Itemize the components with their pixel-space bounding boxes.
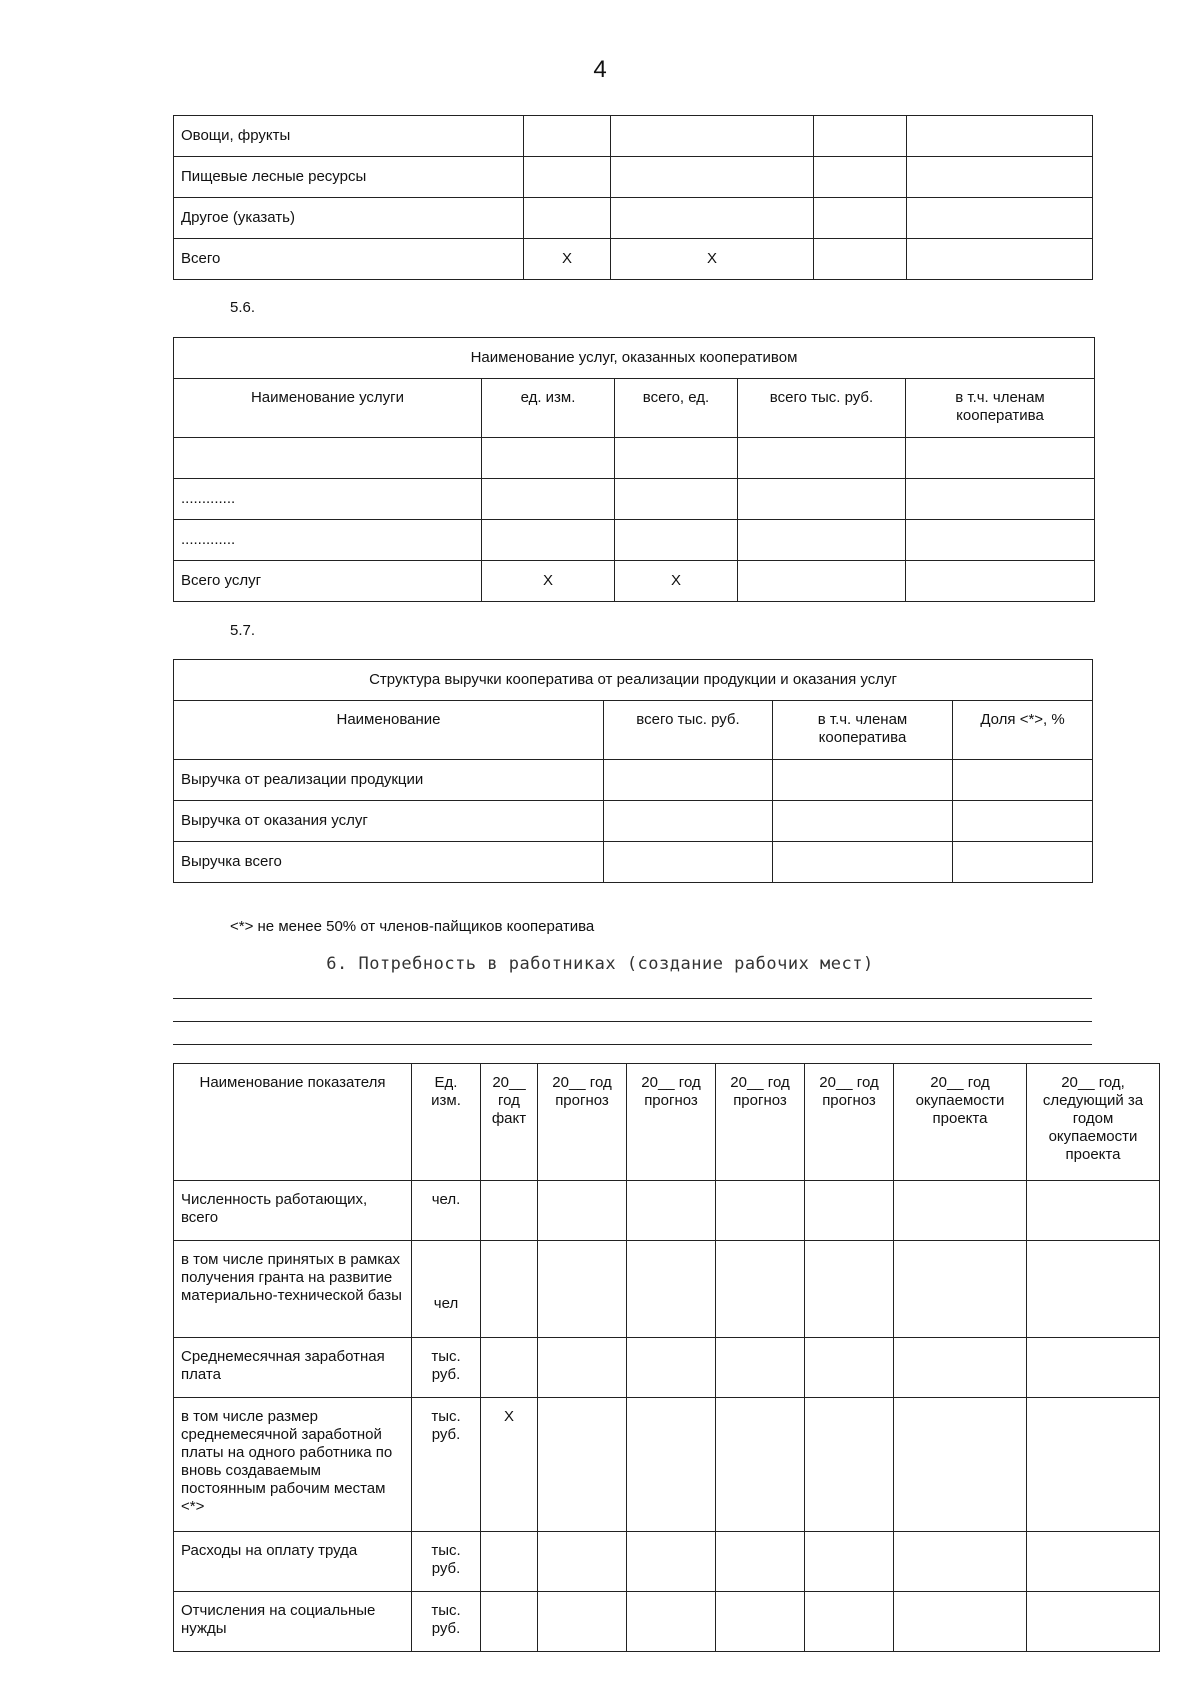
cell <box>611 157 814 198</box>
row-name: Другое (указать) <box>174 198 524 239</box>
cell <box>906 438 1095 479</box>
cell <box>738 438 906 479</box>
section-5-6-label: 5.6. <box>230 299 256 316</box>
cell <box>814 116 907 157</box>
revenue-structure-table <box>173 659 1093 883</box>
section-5-7-label: 5.7. <box>230 622 256 639</box>
table-row <box>174 438 1095 479</box>
section-6-heading: 6. Потребность в работниках (создание рабочих мест) <box>326 954 874 974</box>
table-row <box>174 198 1093 239</box>
cell <box>615 520 738 561</box>
cell <box>953 760 1093 801</box>
row-unit: чел. <box>412 1181 481 1241</box>
divider-line <box>173 1021 1092 1022</box>
row-unit: тыс. руб. <box>412 1592 481 1652</box>
table-title: Структура выручки кооператива от реализации продукции и оказания услуг <box>174 660 1093 701</box>
row-name: Всего услуг <box>174 561 482 602</box>
column-header: 20__ год факт <box>481 1064 538 1181</box>
cell <box>611 116 814 157</box>
cell <box>481 1181 538 1241</box>
divider-line <box>173 1044 1092 1045</box>
cell <box>604 760 773 801</box>
cell <box>953 842 1093 883</box>
table-row <box>174 1181 1160 1241</box>
footnote: <*> не менее 50% от членов-пайщиков кооператива <box>230 918 595 935</box>
table-row <box>174 760 1093 801</box>
row-name: в том числе размер среднемесячной заработной платы на одного работника по вновь создаваемым постоянным рабочим местам <*> <box>174 1398 412 1532</box>
cell: X <box>611 239 814 280</box>
cell <box>907 239 1093 280</box>
cell: X <box>524 239 611 280</box>
cell <box>481 1241 538 1338</box>
row-unit: тыс. руб. <box>412 1398 481 1532</box>
cell <box>738 479 906 520</box>
services-table <box>173 337 1095 602</box>
cell <box>773 760 953 801</box>
cell <box>906 520 1095 561</box>
row-unit: чел <box>412 1241 481 1338</box>
cell <box>738 520 906 561</box>
table-row <box>174 1398 1160 1532</box>
cell <box>907 198 1093 239</box>
column-header: всего тыс. руб. <box>604 701 773 760</box>
row-unit: тыс. руб. <box>412 1532 481 1592</box>
column-header: Наименование услуги <box>174 379 482 438</box>
column-header: 20__ год прогноз <box>538 1064 627 1181</box>
page-number: 4 <box>593 56 607 83</box>
cell <box>906 479 1095 520</box>
cell <box>524 198 611 239</box>
cell <box>604 842 773 883</box>
cell <box>814 157 907 198</box>
row-name: Выручка от реализации продукции <box>174 760 604 801</box>
cell <box>814 198 907 239</box>
row-name: Всего <box>174 239 524 280</box>
cell: X <box>481 1398 538 1532</box>
row-name: Расходы на оплату труда <box>174 1532 412 1592</box>
column-header: всего, ед. <box>615 379 738 438</box>
table-row <box>174 842 1093 883</box>
row-unit: тыс. руб. <box>412 1338 481 1398</box>
table-row <box>174 1241 1160 1338</box>
staff-needs-table <box>173 1063 1160 1652</box>
cell <box>953 801 1093 842</box>
table-row <box>174 479 1095 520</box>
row-name: Численность работающих, всего <box>174 1181 412 1241</box>
row-name: Овощи, фрукты <box>174 116 524 157</box>
table-row <box>174 157 1093 198</box>
cell <box>481 1338 538 1398</box>
table-row <box>174 239 1093 280</box>
table-row <box>174 801 1093 842</box>
table-row <box>174 116 1093 157</box>
cell <box>773 842 953 883</box>
column-header: 20__ год, следующий за годом окупаемости проекта <box>1027 1064 1160 1181</box>
table-row <box>174 561 1095 602</box>
cell <box>611 198 814 239</box>
cell <box>773 801 953 842</box>
cell <box>524 116 611 157</box>
cell <box>482 438 615 479</box>
divider-line <box>173 998 1092 999</box>
cell <box>738 561 906 602</box>
table-row <box>174 1592 1160 1652</box>
column-header: Доля <*>, % <box>953 701 1093 760</box>
column-header: всего тыс. руб. <box>738 379 906 438</box>
row-name: Отчисления на социальные нужды <box>174 1592 412 1652</box>
cell <box>907 116 1093 157</box>
cell <box>481 1532 538 1592</box>
cell <box>481 1592 538 1652</box>
cell <box>615 479 738 520</box>
column-header: 20__ год прогноз <box>716 1064 805 1181</box>
table-title: Наименование услуг, оказанных кооперативом <box>174 338 1095 379</box>
row-name: Выручка всего <box>174 842 604 883</box>
cell <box>604 801 773 842</box>
cell <box>907 157 1093 198</box>
table-row <box>174 1338 1160 1398</box>
row-name: в том числе принятых в рамках получения гранта на развитие материально-технической базы <box>174 1241 412 1338</box>
row-name: Выручка от оказания услуг <box>174 801 604 842</box>
cell <box>482 520 615 561</box>
table-row <box>174 520 1095 561</box>
row-name: ............. <box>174 520 482 561</box>
cell <box>482 479 615 520</box>
column-header: Наименование <box>174 701 604 760</box>
column-header: Ед. изм. <box>412 1064 481 1181</box>
column-header: 20__ год прогноз <box>627 1064 716 1181</box>
row-name <box>174 438 482 479</box>
column-header: ед. изм. <box>482 379 615 438</box>
cell <box>615 438 738 479</box>
cell <box>906 561 1095 602</box>
column-header: 20__ год окупаемости проекта <box>894 1064 1027 1181</box>
row-name: Среднемесячная заработная плата <box>174 1338 412 1398</box>
row-name: ............. <box>174 479 482 520</box>
cell: X <box>615 561 738 602</box>
cell <box>814 239 907 280</box>
products-table-continuation <box>173 115 1093 280</box>
column-header: в т.ч. членам кооператива <box>773 701 953 760</box>
table-row <box>174 1532 1160 1592</box>
row-name: Пищевые лесные ресурсы <box>174 157 524 198</box>
column-header: Наименование показателя <box>174 1064 412 1181</box>
column-header: в т.ч. членам кооператива <box>906 379 1095 438</box>
cell: X <box>482 561 615 602</box>
cell <box>524 157 611 198</box>
column-header: 20__ год прогноз <box>805 1064 894 1181</box>
